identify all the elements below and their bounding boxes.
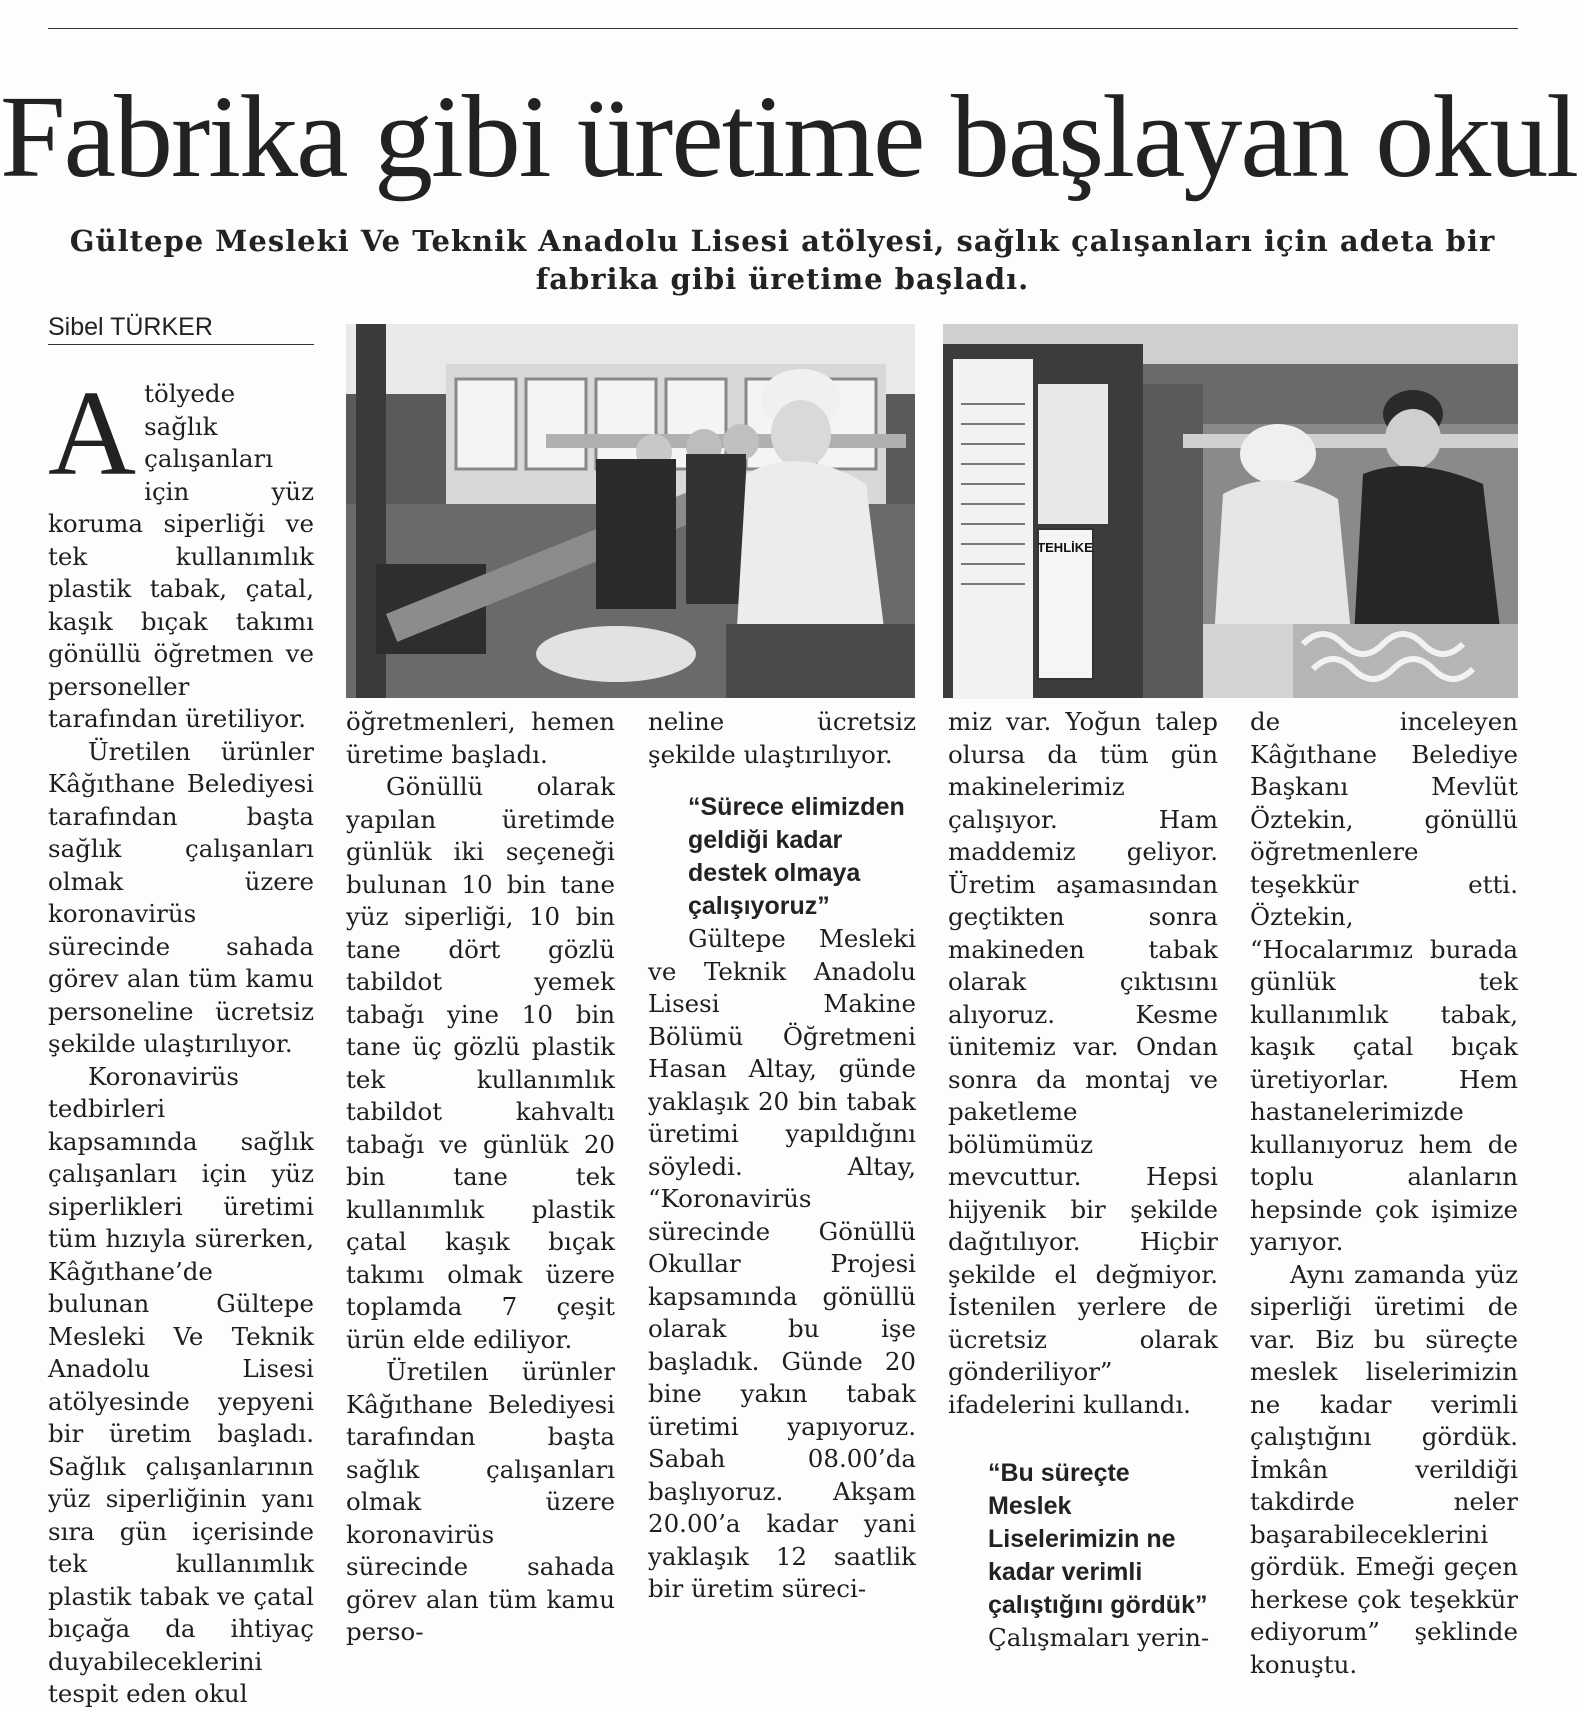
byline: Sibel TÜRKER bbox=[48, 312, 314, 345]
paragraph: Koronavirüs tedbirleri kapsamında sağlık çalışanları için yüz siperlikleri üretimi tüm hızıyla sürerken, Kâğıthane’de bulunan Gültepe Mesleki Ve Teknik Anadolu Lisesi atölyesinde yepyeni bir üretim başladı. Sağlık çalışanlarının yüz siperliğinin yanı sıra gün içerisinde tek kullanımlık plastik tabak ve çatal bıçağa da ihtiyaç duyabileceklerini tespit eden okul bbox=[48, 1061, 314, 1708]
paragraph: Gönüllü olarak yapılan üretimde günlük iki seçeneği bulunan 10 bin tane yüz siperliği, 10 bin tane dört gözlü tabildot yemek tabağı yine 10 bin tane üç gözlü plastik tek kullanımlık tabildot kahvaltı tabağı ve günlük 20 bin tane tek kullanımlık plastik çatal kaşık bıçak takımı olmak üzere toplamda 7 çeşit ürün elde ediliyor. bbox=[346, 772, 615, 1354]
pull-quote-heading: “Sürece elimizden geldiği kadar destek olmaya çalışıyoruz” bbox=[688, 793, 905, 920]
top-rule bbox=[48, 28, 1518, 29]
paragraph: Üretilen ürünler Kâğıthane Belediyesi tarafından başta sağlık çalışanları olmak üzere koronavirüs sürecinde sahada görev alan tüm kamu personeline ücretsiz şekilde ulaştırılıyor. bbox=[48, 736, 314, 1058]
article-column-5 bbox=[1250, 706, 1518, 1679]
article-column-3 bbox=[648, 706, 916, 1603]
article-column-1 bbox=[48, 366, 314, 1708]
paragraph: de inceleyen Kâğıthane Belediye Başkanı Mevlüt Öztekin, gönüllü öğretmenlere teşekkür etti. Öztekin, “Hocalarımız burada günlük tek kullanımlık tabak, kaşık çatal bıçak üretiyorlar. Hem hastanelerimizde kullanıyoruz hem de toplu alanların hepsinde çok işimize yarıyor. bbox=[1250, 707, 1518, 1256]
paragraph: tölyede sağlık çalışanları için yüz koruma siperliği ve tek kullanımlık plastik tabak, çatal, kaşık bıçak takımı gönüllü öğretmen ve personeller tarafından üretiliyor. bbox=[48, 379, 314, 733]
paragraph: öğretmenleri, hemen üretime başladı. bbox=[346, 707, 615, 769]
paragraph: miz var. Yoğun talep olursa da tüm gün makinelerimiz çalışıyor. Ham maddemiz geliyor. Üretim aşamasından geçtikten sonra makineden tabak olarak çıktısını alıyoruz. Kesme ünitemiz var. Ondan sonra da montaj ve paketleme bölümümüz mevcuttur. Hepsi hijyenik bir şekilde dağıtılıyor. Hiçbir şekilde el değmiyor. İstenilen yerlere de ücretsiz olarak gönderiliyor” ifadelerini kullandı. bbox=[948, 707, 1218, 1419]
paragraph: Çalışmaları yerin- bbox=[988, 1623, 1210, 1652]
dropcap: A bbox=[48, 366, 137, 501]
paragraph: neline ücretsiz şekilde ulaştırılıyor. bbox=[648, 707, 916, 769]
paragraph: Üretilen ürünler Kâğıthane Belediyesi tarafından başta sağlık çalışanları olmak üzere koronavirüs sürecinde sahada görev alan tüm kamu perso- bbox=[346, 1357, 615, 1646]
paragraph: Aynı zamanda yüz siperliği üretimi de var. Biz bu süreçte meslek liselerimizin ne kadar verimli çalıştığını gördük. İmkân verildiği takdirde neler başarabileceklerini gördük. Emeği geçen herkese çok teşekkür ediyorum” şeklinde konuştu. bbox=[1250, 1259, 1518, 1679]
photo-face-shield-production bbox=[943, 324, 1518, 698]
subheadline: Gültepe Mesleki Ve Teknik Anadolu Lisesi atölyesi, sağlık çalışanları için adeta bir fabrika gibi üretime başladı. bbox=[69, 224, 1496, 296]
headline: Fabrika gibi üretime başlayan okul bbox=[0, 71, 1577, 202]
article-column-2 bbox=[346, 706, 615, 1646]
paragraph: Gültepe Mesleki ve Teknik Anadolu Lisesi Makine Bölümü Öğretmeni Hasan Altay, günde yaklaşık 20 bin tabak üretimi yapıldığını söyledi. Altay, “Koronavirüs sürecinde Gönüllü Okullar Projesi kapsamında gönüllü olarak bu işe başladık. Günde 20 bine yakın tabak üretimi yapıyoruz. Sabah 08.00’da başlıyoruz. Akşam 20.00’a kadar yani yaklaşık 12 saatlik bir üretim süreci- bbox=[648, 924, 916, 1603]
photo-workshop-machine bbox=[346, 324, 915, 698]
pull-quote-heading: “Bu süreçte Meslek Liselerimizin ne kadar verimli çalıştığını gördük” bbox=[988, 1459, 1208, 1619]
article-column-4 bbox=[948, 706, 1218, 1652]
danger-sign-title: TEHLİKE bbox=[1037, 540, 1093, 555]
